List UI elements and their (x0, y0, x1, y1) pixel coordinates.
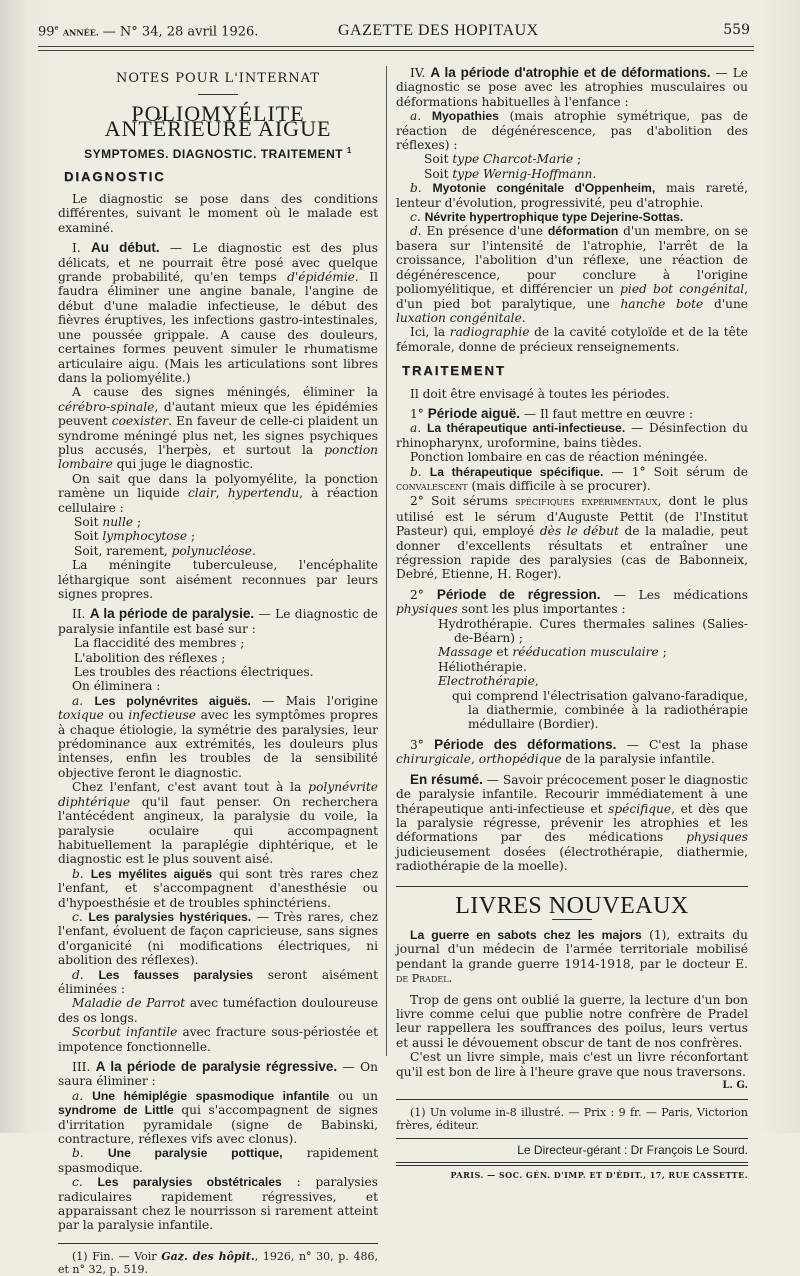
italic-text: pied bot congénital (620, 282, 745, 297)
italic-text: ponction lombaire (58, 442, 378, 472)
paragraph (58, 996, 378, 1025)
text: On sait que dans la polyomyélite, la ponction ramène un liquide (58, 471, 378, 501)
item-letter: c. (72, 1175, 83, 1190)
text: 2° Soit sérums (410, 494, 516, 509)
bold-label: Les fausses paralysies (98, 967, 253, 982)
bold-label: Myopathies (431, 109, 499, 124)
paragraph (58, 472, 378, 515)
bold-label: Une hémiplégie spasmodique infantile (92, 1088, 330, 1103)
bold-label: Les paralysies obstétricales (97, 1175, 282, 1190)
item-letter: c. (410, 210, 421, 225)
italic-text: coexister (111, 414, 169, 429)
text: Soit (74, 514, 103, 529)
header-rule-2 (38, 50, 754, 51)
italic-text: clair (187, 486, 216, 501)
text: , et dès que la paralysie régresse, prévenir les atrophies et les déformations par des médications (396, 801, 748, 845)
bold-label: Les polynévrites aiguës. (94, 693, 251, 708)
list-item: L'abolition des réflexes ; (74, 650, 226, 665)
article-title: POLIOMYÉLITE ANTÉRIEURE AIGUE (104, 101, 332, 141)
italic-text: dès le début (539, 524, 619, 539)
footnote-rule (396, 1099, 748, 1106)
bold-label: La thérapeutique anti-infectieuse. (426, 421, 626, 436)
text: — On saura éliminer : (58, 1060, 379, 1089)
paragraph (396, 465, 748, 495)
paragraph (58, 968, 378, 997)
paragraph (58, 1146, 378, 1175)
text: ; (573, 152, 582, 167)
text: , à réaction cellulaire : (58, 486, 378, 515)
issue-date: — N° 34, 28 avril 1926. (102, 24, 259, 40)
italic-text: cérébro-spinale (58, 399, 155, 414)
year: 99 (38, 24, 55, 40)
subtitle-note-ref[interactable]: 1 (346, 146, 352, 156)
period-1-paragraph (396, 407, 748, 421)
italic-text: type Wernig-Hoffmann (452, 166, 593, 181)
paragraph: On éliminera : (72, 679, 161, 694)
paragraph (396, 325, 748, 354)
text: ; (658, 645, 667, 660)
subtitle-text: SYMPTOMES. DIAGNOSTIC. TRAITEMENT (84, 147, 344, 162)
divider (198, 94, 238, 95)
page-number: 559 (723, 22, 750, 38)
book-title: La guerre en sabots chez les majors (410, 927, 642, 942)
text: , d'un pied bot paralytique, une (396, 282, 749, 311)
italic-text: hypertendu (227, 486, 300, 501)
annee-label: ANNÉE. (62, 27, 99, 38)
paragraph (396, 494, 748, 581)
italic-text: lymphocytose (102, 529, 188, 544)
paragraph: Trop de gens ont oublié la guerre, la lecture d'un bon livre comme celui que publie notre confrère de Pradel leur rappellera les souffrances des poilus, leurs vertus et aussi le dévouement obscur de tant de nos confrères. (396, 992, 748, 1050)
item-letter: a. (72, 693, 84, 708)
left-column (58, 66, 378, 1276)
item-letter: d. (72, 967, 84, 982)
paragraph (58, 1175, 378, 1233)
text: ; (187, 529, 196, 544)
header-rule (38, 46, 754, 47)
italic-text: rééducation musculaire (512, 645, 659, 660)
small-caps-text: spécifiques expérimentaux (515, 495, 658, 509)
text: Chez l'enfant, c'est avant tout à la (72, 780, 309, 795)
book-footnote: (1) Un volume in-8 illustré. — Prix : 9 fr. — Paris, Victorion frères, éditeur. (396, 1106, 748, 1133)
text: Soit, rarement, (74, 543, 172, 558)
period-2-paragraph (396, 588, 748, 617)
section-1-paragraph (58, 241, 378, 385)
text: , (534, 674, 539, 689)
bold-label: déformation (547, 224, 619, 239)
intro-paragraph: Le diagnostic se pose dans des conditions différentes, suivant le moment où le malade est examiné. (58, 192, 378, 235)
article-subtitle (58, 144, 378, 161)
text: ou (103, 708, 129, 723)
directeur-gerant: Le Directeur-gérant : Dr François Le Sourd. (517, 1143, 748, 1158)
list-item: La flaccidité des membres ; (74, 636, 245, 651)
paragraph (396, 109, 748, 152)
text: ; (133, 514, 142, 529)
section-label: Période des déformations. (434, 736, 617, 752)
section-label: En résumé. (410, 771, 483, 787)
list-item (396, 167, 748, 181)
item-letter: b. (410, 464, 422, 479)
italic-text: type Charcot-Marie (452, 152, 574, 167)
period-3-paragraph (396, 738, 748, 767)
item-letter: a. (72, 1088, 84, 1103)
paragraph (58, 694, 378, 780)
item-letter: c. (72, 909, 83, 924)
italic-text: spécifique (608, 801, 672, 816)
text: . (521, 310, 526, 325)
divider (552, 919, 592, 920)
text: Soit (424, 166, 453, 181)
paragraph (58, 1089, 378, 1147)
section-label: A la période d'atrophie et de déformations. (430, 65, 711, 80)
year-suffix: e (54, 24, 59, 32)
footnote (58, 1250, 378, 1276)
notes-heading: NOTES POUR L'INTERNAT (116, 71, 320, 86)
text: ou un (329, 1088, 379, 1103)
footnote-rule (58, 1243, 378, 1244)
text: qui sont très rares chez l'enfant, et s'accompagnent d'anesthésie ou d'hypoesthésie et de troubles sphinctériens. (58, 866, 378, 910)
signature: L. G. (722, 1080, 748, 1091)
italic-text: Massage (438, 645, 493, 660)
list-item (396, 674, 748, 688)
text: Fin. — Voir (87, 1249, 162, 1263)
section-3-paragraph (58, 1060, 378, 1089)
italic-text: luxation congénitale (396, 310, 522, 325)
list-item (396, 152, 748, 166)
list-item: Les troubles des réactions électriques. (74, 665, 314, 680)
bold-label: Névrite hypertrophique type Dejerine-Sottas. (424, 210, 684, 225)
text: mais rareté, lenteur d'évolution, progressivité, peu d'atrophie. (396, 181, 748, 210)
column-divider (386, 66, 387, 1056)
list-item: qui comprend l'électrisation galvano-faradique, la diathermie, combinée à la radiothérapie médullaire (Bordier). (452, 688, 748, 732)
text: (mais difficile à se procurer). (467, 478, 651, 493)
text: , extraits du journal d'un médecin de l'armée territoriale mobilisé pendant la grande guerre 1914-1918, par le docteur E. (396, 927, 748, 971)
text: A cause des signes méningés, éliminer la (72, 385, 378, 400)
text: — Désinfection du rhinopharynx, uroformine, bains tièdes. (396, 421, 749, 450)
text: , dont le plus utilisé est le sérum d'Auguste Pettit (de l'Institut Pasteur) qui, employé (396, 494, 749, 539)
item-letter: b. (72, 1146, 84, 1161)
author-name: de Pradel (396, 972, 449, 986)
rule (396, 1162, 748, 1166)
text: En présence d'une (421, 224, 548, 239)
text: qu'il faut penser. On recherchera l'antécédent angineux, la paralysie du voile, la paralysie oculaire qui accompagnent habituellement la paraplégie diphtérique, et le diagnostic est le plus souvent aisé. (58, 794, 378, 867)
text: , 1926, n° 30, p. 486, et n° 32, p. 519. (58, 1249, 378, 1276)
text: d'un membre, on se basera sur l'intensité de l'atrophie, l'arrêt de la croissance, l'abolition d'un réflexe, une réaction de dégénérescence, pour conclure à l'origine poliomyélitique, et différencier un (396, 224, 748, 297)
text: : paralysies radiculaires rapidement régressives, et apparaissant chez le nourrisson si rarement atteint par la paralysie infantile. (58, 1175, 379, 1233)
text: Soit (74, 529, 103, 544)
italic-text: physiques (396, 602, 458, 617)
italic-text: orthopédique (478, 752, 562, 767)
paragraph: C'est un livre simple, mais c'est un livre réconfortant qu'il est bon de lire à l'heure grave que nous traversons. (396, 1050, 748, 1079)
bold-label: Les myélites aiguës (90, 866, 213, 881)
right-column (396, 66, 748, 1182)
item-letter: b. (72, 866, 84, 881)
paragraph (58, 1025, 378, 1054)
italic-text: toxique (58, 708, 104, 723)
journal-name: GAZETTE DES HOPITAUX (338, 22, 539, 39)
italic-text: polynévrite diphtérique (58, 780, 378, 809)
section-label: A la période de paralysie régressive. (95, 1059, 338, 1074)
section-number: III. (72, 1060, 91, 1074)
italic-text: Scorbut infantile (72, 1025, 178, 1040)
bold-label: syndrome de Little (58, 1103, 174, 1118)
text: de la paralysie infantile. (561, 752, 715, 767)
footnote-number: (1) (72, 1249, 88, 1263)
list-item (58, 529, 378, 543)
text: . Il faudra éliminer une angine banale, l'angine de début d'une maladie infectieuse, le début des fièvres éruptives, les infections gastro-intestinales, une poussée grippale. A cause des douleurs, certaines formes peuvent simuler le rhumatisme articulaire aigu. (Mais les articulations sont libres dans la poliomyélite.) (58, 270, 378, 385)
text: d'une (703, 296, 749, 311)
item-letter: d. (410, 224, 422, 239)
text: — Mais l'origine (250, 693, 378, 708)
paragraph: Ponction lombaire en cas de réaction méningée. (410, 450, 708, 465)
section-number: II. (72, 607, 86, 622)
printer-line: PARIS. — SOC. GÉN. D'IMP. ET D'ÉDIT., 17, RUE CASSETTE. (450, 1169, 748, 1180)
bold-label: Une paralysie pottique, (107, 1146, 283, 1161)
text: qui juge le diagnostic. (112, 457, 254, 472)
italic-text: infectieuse (128, 708, 196, 723)
paragraph: La méningite tuberculeuse, l'encéphalite léthargique sont aisément reconnues par leurs signes propres. (58, 558, 378, 601)
item-letter: a. (410, 421, 422, 436)
paragraph (396, 210, 748, 224)
text: rapidement spasmodique. (58, 1146, 379, 1175)
text: . En faveur de celle-ci plaident un syndrome méningé plus net, les signes psychiques plus accusés, l'herpès, et surtout la (58, 414, 378, 457)
text: Ici, la (410, 325, 450, 340)
text: , (215, 486, 228, 501)
item-letter: b. (410, 181, 422, 196)
period-number: 3° (410, 737, 424, 752)
list-item (58, 544, 378, 558)
text: (mais atrophie symétrique, pas de réaction de dégénérescence, pas d'abolition des réflexes) : (396, 109, 748, 153)
paragraph: Il doit être envisagé à toutes les périodes. (410, 386, 670, 401)
livres-section (396, 886, 748, 1140)
text: — Savoir précocement poser le diagnostic de paralysie infantile. Recourir immédiatement à une thérapeutique anti-infectieuse et (396, 772, 748, 816)
issue-info (38, 24, 258, 39)
bold-label: La thérapeutique spécifique. (429, 464, 604, 479)
list-item (396, 645, 748, 659)
list-item: Héliothérapie. (438, 659, 527, 674)
traitement-heading: TRAITEMENT (402, 363, 506, 379)
italic-text: polynucléose (171, 543, 252, 558)
section-label: Période aiguë. (427, 405, 521, 421)
text: — Les médications (600, 587, 748, 602)
text: judicieusement dosées (électrothérapie, diathermie, radiothérapie de la moelle). (396, 844, 748, 874)
text: de la maladie, peut donner d'excellents résultats et entraîner une régression rapide des paralysies (cas de Babonneix, Debré, Etienne, H. Roger). (396, 524, 748, 582)
text: avec fracture sous-périostée et impotence fonctionnelle. (58, 1025, 378, 1054)
text: — C'est la phase (616, 737, 749, 752)
text: avec tuméfaction douloureuse des os longs. (58, 996, 379, 1025)
italic-text: Gaz. des hôpit. (161, 1249, 255, 1263)
italic-text: Maladie de Parrot (72, 996, 186, 1011)
text: et (492, 645, 513, 660)
resume-paragraph (396, 773, 748, 874)
text: seront aisément éliminées : (58, 967, 379, 996)
paragraph (396, 181, 748, 210)
italic-text: chirurgicale (396, 752, 471, 767)
page-header (38, 18, 750, 44)
text: qui s'accompagnent de signes d'irritation pyramidale (signe de Babinski, contracture, réflexes vifs avec clonus). (58, 1103, 378, 1147)
paragraph (58, 867, 378, 910)
italic-text: Electrothérapie (438, 674, 535, 689)
text: . (592, 166, 597, 181)
section-4-paragraph (396, 66, 748, 109)
diagnostic-heading: DIAGNOSTIC (64, 168, 166, 184)
paragraph (58, 385, 378, 471)
text: — Le diagnostic de paralysie infantile est basé sur : (58, 607, 378, 636)
text: de la cavité cotyloïde et de la tête fémorale, donne de précieux renseignements. (396, 325, 748, 354)
period-number: 2° (410, 587, 424, 602)
text: avec les symptômes propres à chaque étiologie, la symétrie des paralysies, leur prédominance aux extrémités, les douleurs plus intenses, enfin les troubles de la sensibilité objective feront le diagnostic. (58, 708, 378, 780)
bold-label: Myotonie congénitale d'Oppenheim, (432, 181, 656, 196)
period-number: 1° (410, 406, 424, 421)
text: — Le diagnostic est des plus délicats, et ne pourrait être posé avec quelque grande probabilité, qu'en temps (58, 241, 378, 285)
section-label: Au début. (90, 240, 160, 256)
bold-label: Les paralysies hystériques. (88, 909, 252, 924)
text: — Très rares, chez l'enfant, évoluent de façon capricieuse, sans signes d'organicité (ni modifications électriques, ni abolition des réflexes). (58, 909, 378, 968)
text: . (448, 971, 453, 986)
text: , d'autant mieux que les épidémies peuvent (58, 399, 378, 429)
section-label: A la période de paralysie. (89, 606, 255, 622)
list-item (58, 515, 378, 529)
section-number: I. (72, 241, 81, 256)
text: Soit (424, 152, 453, 167)
text: — 1° Soit sérum de (603, 464, 748, 479)
italic-text: physiques (686, 830, 748, 845)
text: , (470, 752, 479, 767)
book-entry (396, 928, 748, 987)
paragraph (58, 780, 378, 866)
italic-text: nulle (102, 514, 134, 529)
italic-text: radiographie (449, 325, 530, 340)
section-2-paragraph (58, 607, 378, 636)
text: sont les plus importantes : (457, 602, 626, 617)
italic-text: d'épidémie (287, 270, 355, 285)
text: — Le diagnostic se pose avec les atrophies musculaires ou déformations habituelles à l'enfance : (396, 66, 748, 109)
paragraph (396, 421, 748, 450)
section-number: IV. (410, 66, 426, 80)
italic-text: hanche bote (620, 296, 704, 311)
paragraph (58, 910, 378, 968)
section-label: Période de régression. (436, 586, 601, 602)
note-ref: (1) (641, 927, 667, 942)
livres-title: LIVRES NOUVEAUX (455, 892, 689, 919)
list-item: Hydrothérapie. Cures thermales salines (Salies-de-Béarn) ; (438, 616, 748, 646)
paragraph (396, 224, 748, 325)
small-caps-text: convalescent (396, 479, 468, 493)
text: — Il faut mettre en œuvre : (520, 406, 694, 421)
text: . (252, 543, 256, 558)
item-letter: a. (410, 109, 422, 124)
